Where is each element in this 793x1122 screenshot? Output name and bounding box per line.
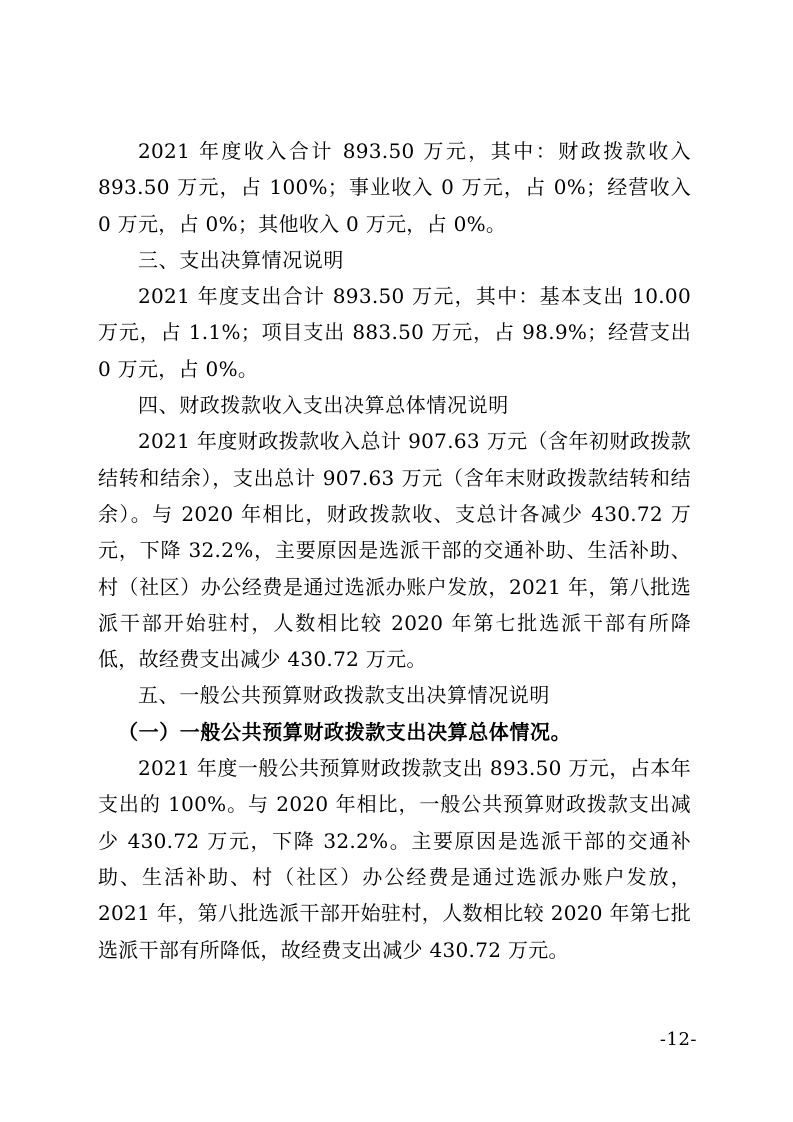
general-budget-paragraph: 2021 年度一般公共预算财政拨款支出 893.50 万元，占本年支出的 100%。与 2020 年相比，一般公共预算财政拨款支出减少 430.72 万元，下降 32.2%。主要原因是选派干部的交通补助、生活补助、村（社区）办公经费是通过选派办账户发放，2021 年，第八批选派干部开始驻村，人数相比较 2020 年第七批选派干部有所降低，故经费支出减少 430.72 万元。 xyxy=(98,756,691,962)
section-heading-general-budget: 五、一般公共预算财政拨款支出决算情况说明 xyxy=(138,683,550,708)
income-summary-paragraph: 2021 年度收入合计 893.50 万元，其中：财政拨款收入 893.50 万元，占 100%；事业收入 0 万元，占 0%；经营收入 0 万元，占 0%；其他收入 0 万元，占 0%。 xyxy=(98,139,691,236)
section-heading-expenditure: 三、支出决算情况说明 xyxy=(138,247,344,272)
expenditure-summary-paragraph: 2021 年度支出合计 893.50 万元，其中：基本支出 10.00 万元，占 1.1%；项目支出 883.50 万元，占 98.9%；经营支出 0 万元，占 0%。 xyxy=(98,284,691,381)
document-body xyxy=(98,133,691,968)
fiscal-appropriation-paragraph: 2021 年度财政拨款收入总计 907.63 万元（含年初财政拨款结转和结余），支出总计 907.63 万元（含年末财政拨款结转和结余）。与 2020 年相比，财政拨款收、支总计各减少 430.72 万元，下降 32.2%，主要原因是选派干部的交通补助、生活补助、村（社区）办公经费是通过选派办账户发放，2021 年，第八批选派干部开始驻村，人数相比较 2020 年第七批选派干部有所降低，故经费支出减少 430.72 万元。 xyxy=(98,429,691,672)
subsection-heading-general-budget-overview: （一）一般公共预算财政拨款支出决算总体情况。 xyxy=(118,719,572,744)
page-number: -12- xyxy=(659,1029,697,1050)
section-heading-fiscal-appropriation: 四、财政拨款收入支出决算总体情况说明 xyxy=(138,393,509,418)
